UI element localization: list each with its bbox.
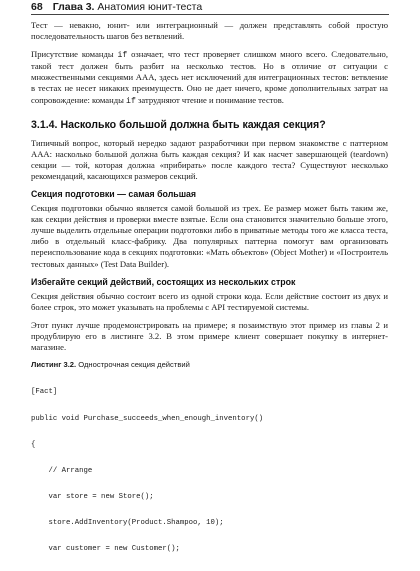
page-content xyxy=(31,20,388,571)
running-header xyxy=(31,0,391,14)
chapter-label: Глава 3. xyxy=(52,1,95,13)
code-line: // Arrange xyxy=(31,466,93,475)
paragraph-example: Этот пункт лучше продемонстрировать на примере; я позаимствую этот пример из главы 2 и продублирую его в листинге 3.2. В этом примере клиент совершает покупку в интернет-магазине. xyxy=(31,319,388,352)
header-rule xyxy=(31,14,389,15)
paragraph-text: Присутствие команды xyxy=(31,49,118,60)
listing-label: Листинг 3.2. xyxy=(31,360,77,370)
paragraph-text: затрудняют чтение и понимание тестов. xyxy=(135,94,284,105)
subsection-heading-arrange: Секция подготовки — самая большая xyxy=(31,189,197,200)
listing-caption-text: Однострочная секция действий xyxy=(78,360,190,370)
code-line: { xyxy=(31,440,36,449)
chapter-title: Анатомия юнит-теста xyxy=(97,1,203,13)
code-line: store.AddInventory(Product.Shampoo, 10); xyxy=(31,519,224,528)
inline-code: if xyxy=(126,96,136,106)
code-line: public void Purchase_succeeds_when_enough_inventory() xyxy=(31,414,264,423)
inline-code: if xyxy=(117,51,128,61)
paragraph-section-intro: Типичный вопрос, который нередко задают разработчики при первом знакомстве с паттерном ААА: насколько большой должна быть каждая секция? И как насчет завершающей (teardown) секции — той, которая должна «прибирать» после каждого теста? Существуют несколько рекомендаций, касающихся размеров секций. xyxy=(31,137,388,181)
code-line: var customer = new Customer(); xyxy=(31,545,180,554)
paragraph-text: означает, что тест проверяет слишком много всего. Следовательно, такой тест должен быть разбит на несколько тестов. Но в отличие от ситуации с множественными секциями ААА, здесь нет исключений для интеграционных тестов: ветвление в тестах не несет никаких преимуществ. Оно не дает ничего, кроме дополнительных затрат на сопровождение: команды xyxy=(31,49,388,105)
paragraph-act: Секция действия обычно состоит всего из одной строки кода. Если действие состоит из двух и более строк, это может указывать на проблемы с API тестируемой системы. xyxy=(31,290,388,312)
paragraph-if-statement xyxy=(31,49,388,106)
code-line: [Fact] xyxy=(31,388,58,397)
subsection-heading-act: Избегайте секций действий, состоящих из нескольких строк xyxy=(31,276,296,287)
paragraph-intro: Тест — невакно, юнит- или интеграционный — должен представлять собой простую последовательность шагов без ветвлений. xyxy=(31,20,388,42)
listing-caption xyxy=(31,360,388,370)
code-line: var store = new Store(); xyxy=(31,492,154,501)
code-listing xyxy=(31,371,388,571)
section-heading: 3.1.4. Насколько большой должна быть каждая секция? xyxy=(31,118,326,131)
page-number: 68 xyxy=(31,1,43,13)
paragraph-arrange: Секция подготовки обычно является самой большой из трех. Ее размер может быть таким же, как секции действия и проверки вместе взятые. Если она становится значительно больше этого, лучше выделить отдельные операции подготовки либо в приватные методы того же класса теста, либо в отдельный класс-фабрику. Два популярных паттерна помогут вам организовать переиспользование кода в секциях подготовки: «Мать объектов» (Object Mother) и «Построитель тестовых данных» (Test Data Builder). xyxy=(31,203,388,269)
